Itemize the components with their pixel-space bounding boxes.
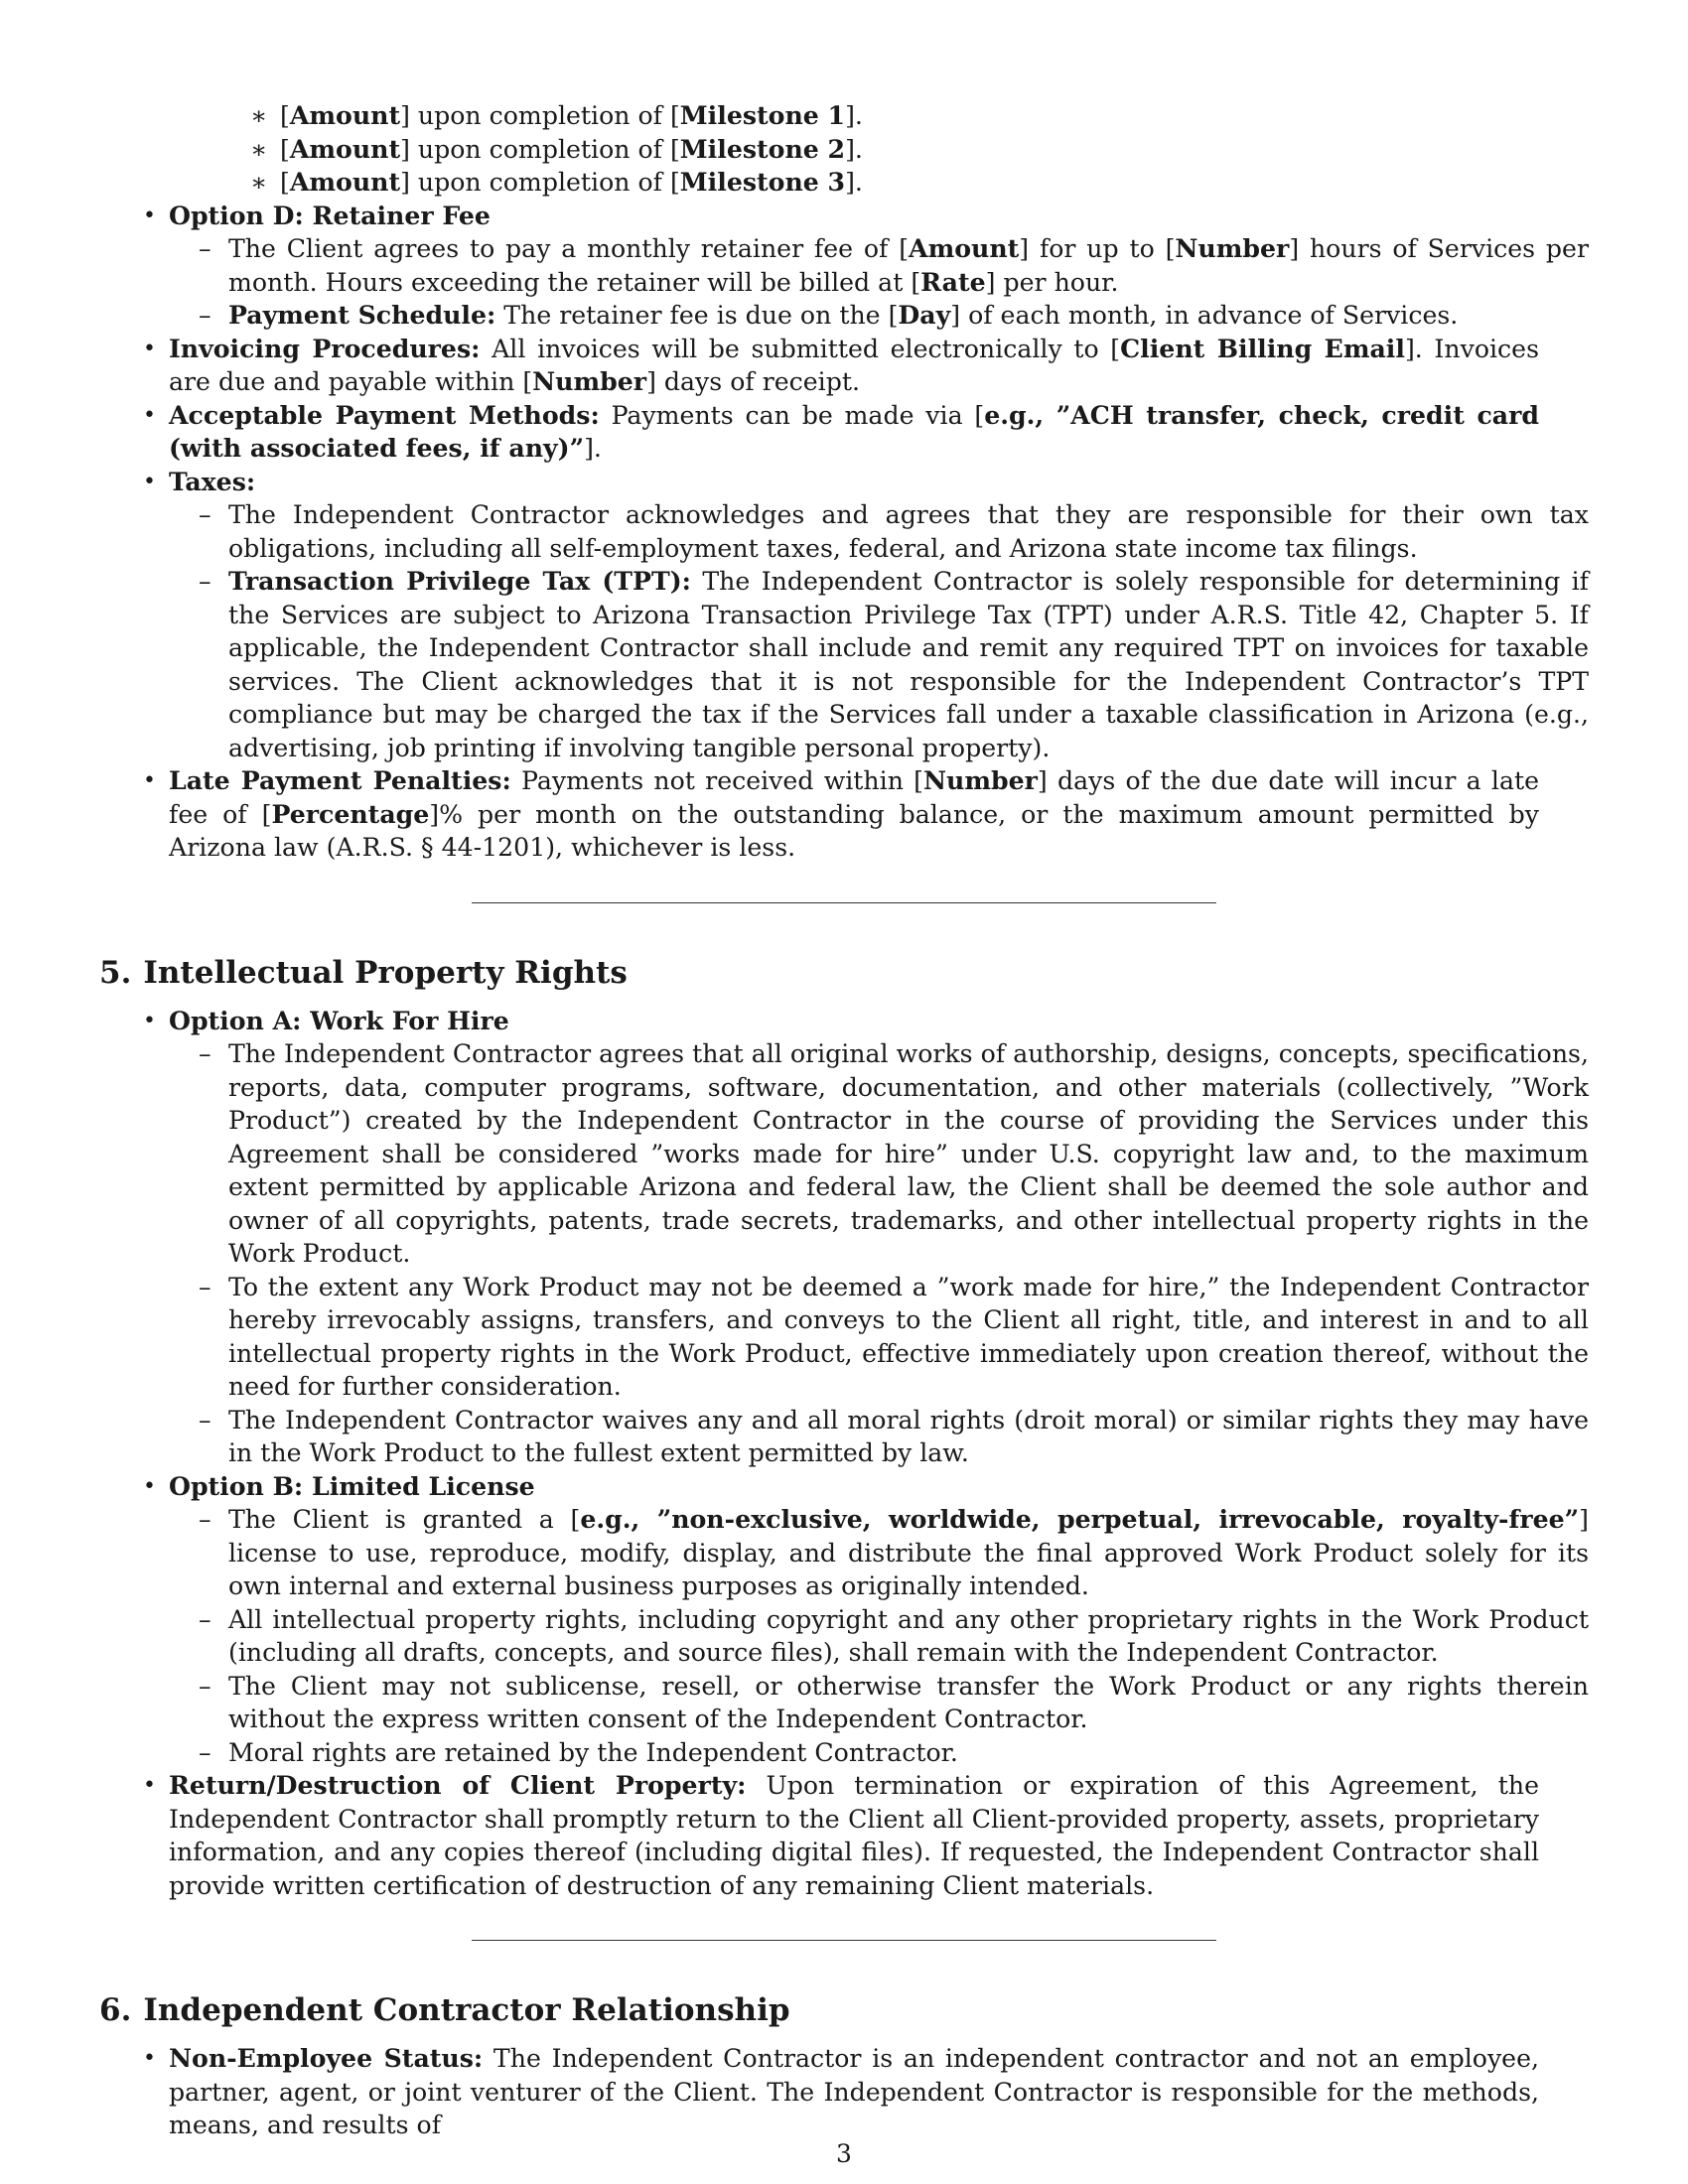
- tpt-item: – Transaction Privilege Tax (TPT): The Independent Contractor is solely responsible for determining if the Services are subject to Arizona Transaction Privilege Tax (TPT) under A.R.S. Title 42, Chapter 5. If applicable, the Independent Contractor shall include and remit any required TPT on invoices for taxable services. The Client acknowledges that it is not responsible for the Independent Contractor’s TPT compliance but may be charged the tax if the Services fall under a taxable classification in Arizona (e.g., advertising, job printing if involving tangible personal property).: [199, 566, 1589, 762]
- payment-schedule-item: – Payment Schedule: The retainer fee is due on the [Day] of each month, in advance of Services.: [199, 300, 1459, 330]
- option-a-heading: • Option A: Work For Hire: [143, 1005, 509, 1035]
- license-item: – The Client is granted a [e.g., ”non-exclusive, worldwide, perpetual, irrevocable, royalty-free”] license to use, reproduce, modify, display, and distribute the final approved Work Product solely for its own internal and external business purposes as originally intended.: [199, 1504, 1589, 1600]
- milestone-item: ∗ [Amount] upon completion of [Milestone 2].: [250, 133, 863, 164]
- option-a-item: – To the extent any Work Product may not be deemed a ”work made for hire,” the Independent Contractor hereby irrevocably assigns, transfers, and conveys to the Client all right, title, and interest in and to all intellectual property rights in the Work Product, effective immediately upon creation thereof, without the need for further consideration.: [199, 1272, 1589, 1401]
- section-divider: [472, 1940, 1216, 1941]
- retainer-item: – The Client agrees to pay a monthly retainer fee of [Amount] for up to [Number] hours of Services per month. Hours exceeding the retainer will be billed at [Rate] per hour.: [199, 233, 1589, 297]
- milestone-item: ∗ [Amount] upon completion of [Milestone 3].: [250, 167, 863, 197]
- page-number: 3: [836, 2139, 852, 2168]
- taxes-heading: • Taxes:: [143, 466, 256, 496]
- option-b-heading: • Option B: Limited License: [143, 1470, 535, 1501]
- non-employee-item: • Non-Employee Status: The Independent Contractor is an independent contractor and not an employee, partner, agent, or joint venturer of the Client. The Independent Contractor is responsible for the methods, means, and results of: [143, 2043, 1539, 2139]
- section-6-heading: 6. Independent Contractor Relationship: [99, 1992, 790, 2028]
- payment-methods-item: • Acceptable Payment Methods: Payments can be made via [e.g., ”ACH transfer, check, credit card (with associated fees, if any)”].: [143, 399, 1539, 463]
- milestone-item: ∗ [Amount] upon completion of [Milestone 1].: [250, 100, 863, 130]
- section-divider: [472, 902, 1216, 903]
- invoicing-item: • Invoicing Procedures: All invoices will be submitted electronically to [Client Billing Email]. Invoices are due and payable within [Number] days of receipt.: [143, 333, 1539, 396]
- option-b-item: – The Client may not sublicense, resell, or otherwise transfer the Work Product or any rights therein without the express written consent of the Independent Contractor.: [199, 1671, 1589, 1733]
- section-5-heading: 5. Intellectual Property Rights: [99, 954, 628, 991]
- option-d-heading: • Option D: Retainer Fee: [143, 200, 491, 230]
- document-page: [99, 99, 1589, 2142]
- late-payment-item: • Late Payment Penalties: Payments not received within [Number] days of the due date will incur a late fee of [Percentage]% per month on the outstanding balance, or the maximum amount permitted by Arizona law (A.R.S. § 44-1201), whichever is less.: [143, 765, 1539, 862]
- option-a-item: – The Independent Contractor waives any and all moral rights (droit moral) or similar rights they may have in the Work Product to the fullest extent permitted by law.: [199, 1405, 1589, 1467]
- return-property-item: • Return/Destruction of Client Property: Upon termination or expiration of this Agreement, the Independent Contractor shall promptly return to the Client all Client-provided property, assets, proprietary information, and any copies thereof (including digital files). If requested, the Independent Contractor shall provide written certification of destruction of any remaining Client materials.: [143, 1770, 1540, 1900]
- option-b-item: – Moral rights are retained by the Independent Contractor.: [199, 1737, 958, 1767]
- tax-item: – The Independent Contractor acknowledges and agrees that they are responsible for their own tax obligations, including all self-employment taxes, federal, and Arizona state income tax filings.: [199, 500, 1589, 563]
- option-b-item: – All intellectual property rights, including copyright and any other proprietary rights in the Work Product (including all drafts, concepts, and source files), shall remain with the Independent Contractor.: [199, 1604, 1589, 1667]
- option-a-item: – The Independent Contractor agrees that all original works of authorship, designs, concepts, specifications, reports, data, computer programs, software, documentation, and other materials (collectively, ”Work Product”) created by the Independent Contractor in the course of providing the Services under this Agreement shall be considered ”works made for hire” under U.S. copyright law and, to the maximum extent permitted by applicable Arizona and federal law, the Client shall be deemed the sole author and owner of all copyrights, patents, trade secrets, trademarks, and other intellectual property rights in the Work Product.: [199, 1039, 1589, 1268]
